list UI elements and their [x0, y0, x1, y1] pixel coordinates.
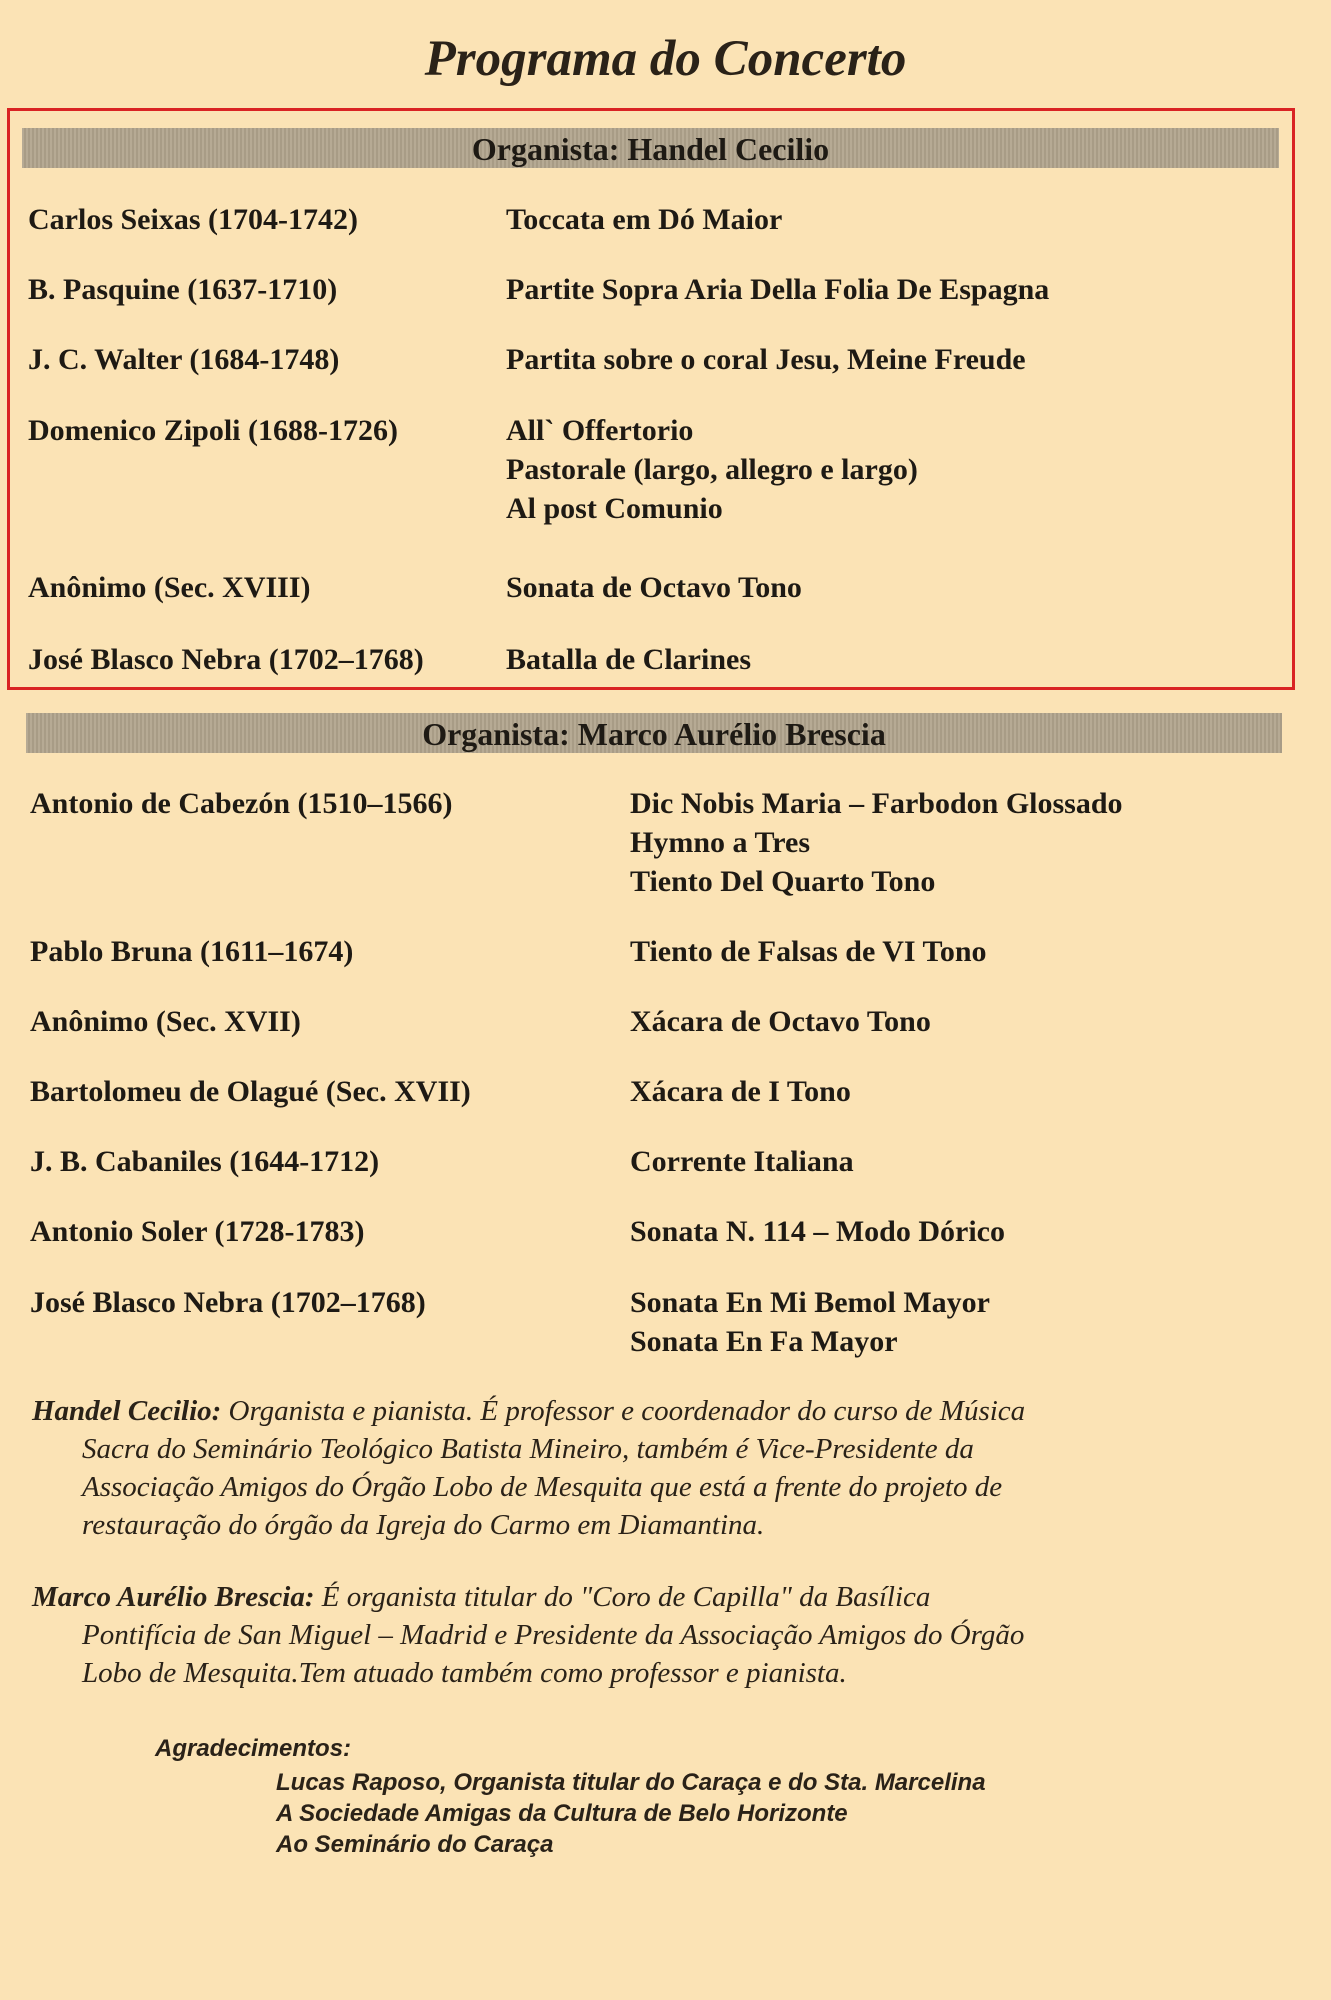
work-title: Toccata em Dó Maior [506, 203, 783, 236]
composer-name: Domenico Zipoli (1688-1726) [28, 414, 398, 447]
bio-name: Marco Aurélio Brescia: [32, 1581, 315, 1613]
work-title: Partita sobre o coral Jesu, Meine Freude [506, 343, 1026, 376]
work-title: Partite Sopra Aria Della Folia De Espagna [506, 273, 1050, 306]
thanks-item: Lucas Raposo, Organista titular do Caraça e do Sta. Marcelina [276, 1769, 986, 1796]
work-list [506, 340, 1026, 379]
bio-text: Organista e pianista. É professor e coordenador do curso de Música [228, 1395, 1026, 1427]
work-title: Sonata N. 114 – Modo Dórico [630, 1215, 1005, 1248]
bio-line: Pontifícia de San Miguel – Madrid e Presidente da Associação Amigos do Órgão [82, 1619, 1025, 1651]
work-list [506, 200, 782, 239]
bio-line: Associação Amigos do Órgão Lobo de Mesquita que está a frente do projeto de [82, 1471, 1003, 1503]
work-title: Dic Nobis Maria – Farbodon Glossado [630, 787, 1123, 820]
bio-name: Handel Cecilio: [32, 1395, 222, 1427]
work-title: Pastorale (largo, allegro e largo) [506, 453, 918, 486]
section2-heading: Organista: Marco Aurélio Brescia [26, 713, 1282, 753]
work-list [630, 932, 987, 971]
bio-line: restauração do órgão da Igreja do Carmo em Diamantina. [82, 1509, 765, 1541]
work-title: Corrente Italiana [630, 1145, 854, 1178]
bio-line [32, 1578, 1222, 1616]
composer-name: Anônimo (Sec. XVII) [30, 1005, 301, 1038]
work-title: Xácara de Octavo Tono [630, 1005, 931, 1038]
work-list [506, 411, 918, 528]
composer-name: Carlos Seixas (1704-1742) [28, 203, 358, 236]
composer-name: José Blasco Nebra (1702–1768) [30, 1286, 426, 1319]
bio-marco [32, 1578, 1222, 1692]
composer-name: Pablo Bruna (1611–1674) [30, 935, 354, 968]
thanks-heading: Agradecimentos: [155, 1735, 352, 1762]
work-list [630, 1212, 1005, 1251]
work-title: Tiento Del Quarto Tono [630, 865, 936, 898]
work-list [506, 640, 751, 679]
work-title: Sonata En Fa Mayor [630, 1325, 898, 1358]
work-list [630, 1142, 854, 1181]
work-title: Xácara de I Tono [630, 1075, 851, 1108]
work-list [630, 1002, 931, 1041]
page-title: Programa do Concerto [424, 31, 907, 87]
composer-name: J. C. Walter (1684-1748) [28, 343, 340, 376]
section1-heading: Organista: Handel Cecilio [22, 128, 1279, 168]
composer-name: B. Pasquine (1637-1710) [28, 273, 338, 306]
composer-name: J. B. Cabaniles (1644-1712) [30, 1145, 380, 1178]
composer-name: Anônimo (Sec. XVIII) [28, 571, 311, 604]
bio-handel [32, 1392, 1222, 1544]
work-list [630, 1283, 990, 1361]
work-list [506, 568, 802, 607]
thanks-item: A Sociedade Amigas da Cultura de Belo Horizonte [276, 1800, 848, 1827]
composer-name: Antonio Soler (1728-1783) [30, 1215, 365, 1248]
composer-name: Antonio de Cabezón (1510–1566) [30, 787, 453, 820]
work-list [506, 270, 1049, 309]
work-list [630, 1072, 851, 1111]
work-title: Al post Comunio [506, 492, 723, 525]
composer-name: José Blasco Nebra (1702–1768) [28, 643, 424, 676]
work-title: All` Offertorio [506, 414, 694, 447]
bio-line: Sacra do Seminário Teológico Batista Mineiro, também é Vice-Presidente da [82, 1433, 974, 1465]
thanks-item: Ao Seminário do Caraça [276, 1831, 554, 1858]
thanks-list [276, 1767, 986, 1860]
bio-text: É organista titular do "Coro de Capilla" da Basílica [321, 1581, 931, 1613]
work-title: Sonata de Octavo Tono [506, 571, 802, 604]
composer-name: Bartolomeu de Olagué (Sec. XVII) [30, 1075, 471, 1108]
bio-line: Lobo de Mesquita.Tem atuado também como professor e pianista. [82, 1657, 847, 1689]
bio-line [32, 1392, 1222, 1430]
work-title: Tiento de Falsas de VI Tono [630, 935, 987, 968]
work-title: Hymno a Tres [630, 826, 811, 859]
work-list [630, 784, 1123, 901]
work-title: Sonata En Mi Bemol Mayor [630, 1286, 990, 1319]
work-title: Batalla de Clarines [506, 643, 751, 676]
